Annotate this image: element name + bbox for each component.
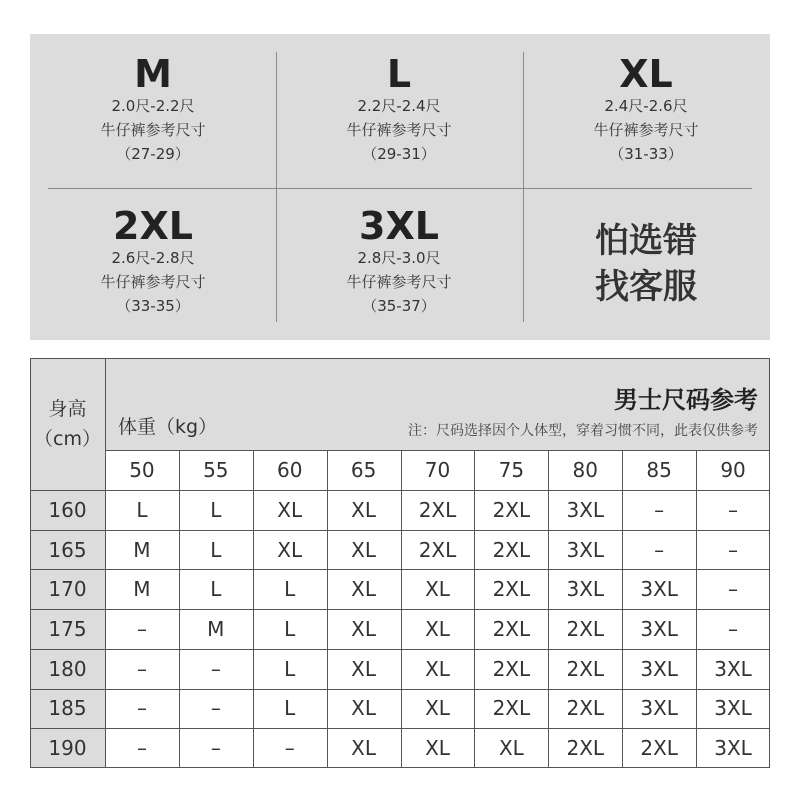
height-label (30, 394, 105, 454)
size-cell: XL (277, 537, 303, 562)
size-cell: 3XL (566, 577, 605, 602)
size-cell: 2XL (492, 656, 531, 681)
size-cell: 3XL (640, 616, 678, 641)
size-chart-table (30, 358, 770, 768)
size-range: （33-35） (116, 297, 190, 315)
size-cell: – (210, 656, 221, 681)
size-cell: L (210, 537, 222, 562)
size-cell: – (728, 497, 739, 522)
size-waist: 2.2尺-2.4尺 (357, 97, 441, 115)
size-waist: 2.0尺-2.2尺 (111, 97, 195, 115)
size-cell: 2XL (566, 736, 605, 761)
size-cell: M (133, 577, 151, 602)
size-cell: XL (351, 696, 377, 721)
weight-header-cell: 75 (498, 458, 525, 482)
size-cell: – (728, 616, 739, 641)
size-cell: – (210, 696, 221, 721)
size-cell: XL (498, 736, 524, 761)
weight-header-cell: 90 (720, 458, 746, 482)
size-cell: L (210, 577, 222, 602)
height-cell: 170 (48, 577, 87, 602)
size-card-3xl (276, 206, 522, 318)
size-cards-panel (30, 34, 770, 340)
height-label-line-2: （cm） (34, 428, 101, 450)
grid-line (30, 358, 770, 359)
size-cell: – (654, 497, 665, 522)
height-label-line-1: 身高 (48, 398, 87, 420)
size-cell: 2XL (566, 696, 605, 721)
size-desc: 牛仔裤参考尺寸 (346, 273, 452, 291)
size-cell: XL (425, 616, 450, 641)
size-card-2xl (30, 206, 276, 318)
size-cell: 2XL (492, 616, 531, 641)
size-cell: L (136, 497, 148, 522)
size-cell: – (210, 736, 221, 761)
size-cell: XL (351, 656, 377, 681)
size-desc: 牛仔裤参考尺寸 (346, 121, 452, 139)
size-card-m (30, 54, 276, 166)
size-cell: 2XL (492, 537, 531, 562)
size-desc: 牛仔裤参考尺寸 (100, 273, 206, 291)
size-cell: – (284, 736, 295, 761)
size-cell: – (136, 736, 147, 761)
weight-header-cell: 65 (350, 458, 377, 482)
weight-header-cell: 60 (276, 458, 303, 482)
height-cell: 175 (48, 616, 87, 641)
size-cell: – (654, 537, 665, 562)
size-cell: – (136, 656, 147, 681)
size-range: （35-37） (362, 297, 436, 315)
size-cell: L (284, 616, 296, 641)
weight-label: 体重（kg） (118, 416, 218, 438)
size-waist: 2.6尺-2.8尺 (111, 249, 195, 267)
weight-header-cell: 55 (203, 458, 229, 482)
size-waist: 2.4尺-2.6尺 (604, 97, 688, 115)
size-cell: M (133, 537, 151, 562)
size-cell: 2XL (492, 577, 531, 602)
size-cell: XL (351, 616, 377, 641)
height-cell: 190 (48, 736, 87, 761)
size-cell: XL (425, 656, 450, 681)
table-title: 男士尺码参考 (614, 386, 758, 414)
size-cell: XL (351, 577, 377, 602)
size-range: （31-33） (609, 145, 683, 163)
size-cell: 3XL (640, 696, 678, 721)
size-cell: 3XL (714, 656, 752, 681)
size-cell: – (136, 616, 147, 641)
size-cell: 3XL (714, 736, 752, 761)
weight-header-cell: 70 (424, 458, 451, 482)
size-name: M (134, 52, 172, 96)
service-line-1: 怕选错 (595, 221, 697, 261)
size-cell: 3XL (640, 656, 678, 681)
height-cell: 185 (48, 696, 87, 721)
size-cell: – (728, 537, 739, 562)
size-cell: XL (425, 736, 450, 761)
size-cell: XL (277, 497, 303, 522)
size-cell: M (207, 616, 225, 641)
service-line-2: 找客服 (595, 267, 697, 307)
size-cell: XL (351, 736, 377, 761)
size-cell: 3XL (566, 537, 605, 562)
weight-header-cell: 50 (129, 458, 155, 482)
size-card-xl (523, 54, 769, 166)
size-cell: 2XL (418, 537, 457, 562)
size-cell: 3XL (640, 577, 678, 602)
size-range: （27-29） (116, 145, 190, 163)
size-cell: 2XL (566, 616, 605, 641)
size-cell: L (284, 656, 296, 681)
size-range: （29-31） (362, 145, 436, 163)
height-cell: 180 (48, 656, 87, 681)
size-cell: XL (425, 696, 450, 721)
size-cell: XL (351, 537, 377, 562)
size-cell: – (728, 577, 739, 602)
height-cell: 165 (48, 537, 87, 562)
size-cell: 2XL (492, 696, 531, 721)
size-name: XL (619, 52, 673, 96)
size-cell: XL (351, 497, 377, 522)
size-desc: 牛仔裤参考尺寸 (593, 121, 699, 139)
weight-header-cell: 80 (572, 458, 598, 482)
size-cell: L (284, 696, 296, 721)
size-waist: 2.8尺-3.0尺 (357, 249, 441, 267)
size-cell: L (210, 497, 222, 522)
size-cell: 2XL (566, 656, 605, 681)
size-cell: – (136, 696, 147, 721)
size-card-l (276, 54, 522, 166)
size-cell: 2XL (418, 497, 457, 522)
weight-header-cell: 85 (646, 458, 672, 482)
card-divider (48, 188, 752, 189)
table-note: 注：尺码选择因个人体型，穿着习惯不同，此表仅供参考 (408, 423, 758, 439)
size-cell: XL (425, 577, 450, 602)
height-cell: 160 (48, 497, 87, 522)
size-cell: 3XL (566, 497, 605, 522)
size-cell: L (284, 577, 296, 602)
customer-service-note (523, 218, 769, 310)
size-cell: 2XL (640, 736, 678, 761)
size-cell: 2XL (492, 497, 531, 522)
size-name: 3XL (359, 204, 439, 248)
size-cell: 3XL (714, 696, 752, 721)
size-name: L (386, 52, 412, 96)
size-name: 2XL (113, 204, 193, 248)
size-desc: 牛仔裤参考尺寸 (100, 121, 206, 139)
